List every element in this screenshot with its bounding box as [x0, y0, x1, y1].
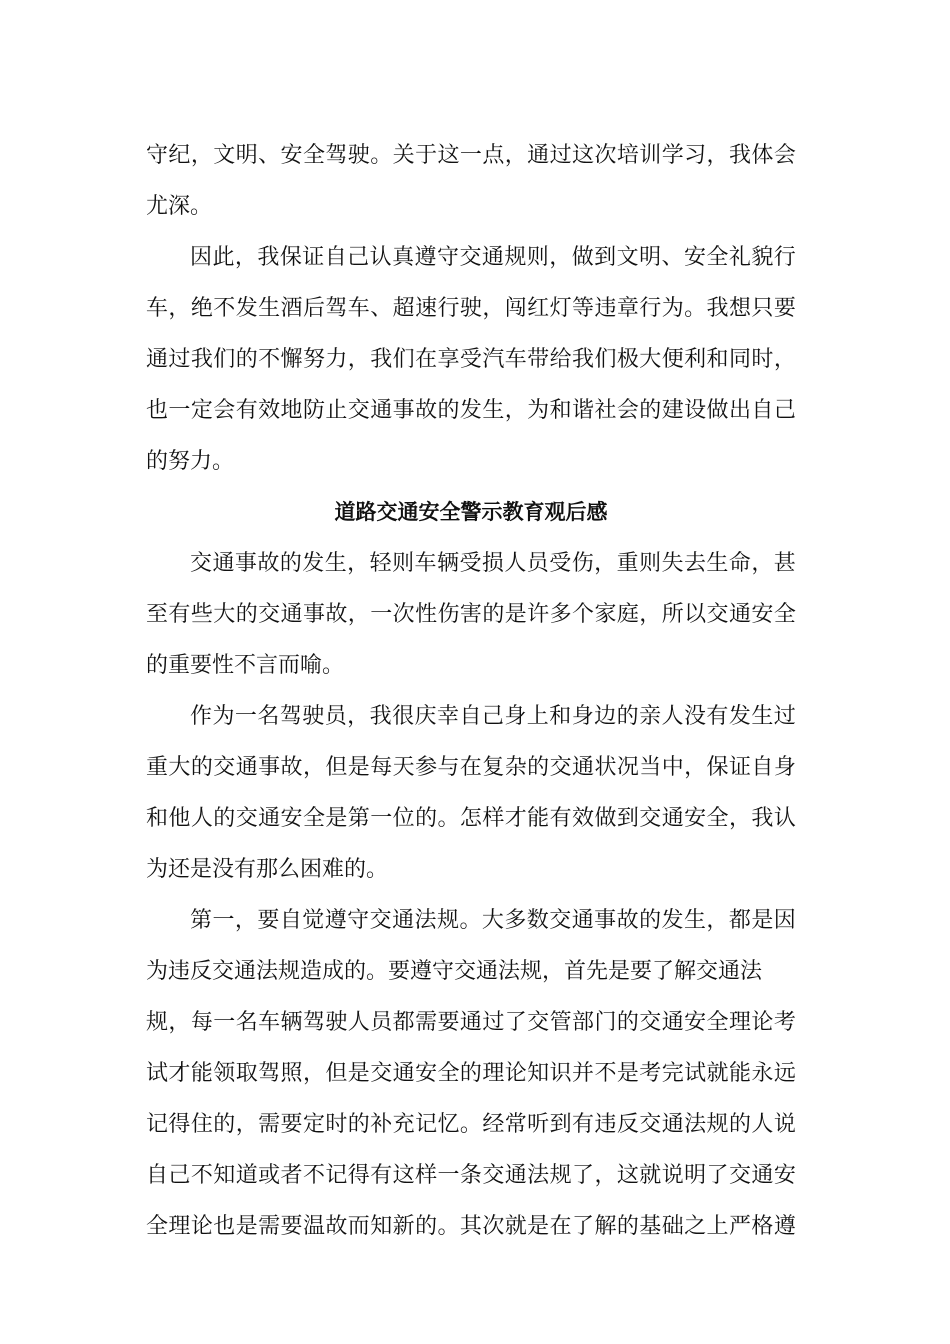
paragraph-line: 守 纪 ， 文 明 、 安 全 驾 驶 。 关 于 这 一 点 ， 通 过 这 次 培 训 学 习 ， 我 体 会 [146, 143, 796, 168]
paragraph-line: 的努力。 [146, 449, 235, 474]
paragraph-line: 全 理 论 也 是 需 要 温 故 而 知 新 的 。 其 次 就 是 在 了 解 的 基 础 之 上 严 格 遵 [146, 1214, 796, 1239]
paragraph-line: 重 大 的 交 通 事 故 ， 但 是 每 天 参 与 在 复 杂 的 交 通 状 况 当 中 ， 保 证 自 身 [146, 755, 796, 780]
paragraph-line: 和 他 人 的 交 通 安 全 是 第 一 位 的 。 怎 样 才 能 有 效 做 到 交 通 安 全 ， 我 认 [146, 806, 796, 831]
paragraph-line: 自 己 不 知 道 或 者 不 记 得 有 这 样 一 条 交 通 法 规 了 ， 这 就 说 明 了 交 通 安 [146, 1163, 796, 1188]
paragraph-line: 作 为 一 名 驾 驶 员 ， 我 很 庆 幸 自 己 身 上 和 身 边 的 亲 人 没 有 发 生 过 [190, 704, 796, 729]
paragraph-line: 至 有 些 大 的 交 通 事 故 ， 一 次 性 伤 害 的 是 许 多 个 家 庭 ， 所 以 交 通 安 全 [146, 602, 796, 627]
paragraph-line: 也 一 定 会 有 效 地 防 止 交 通 事 故 的 发 生 ， 为 和 谐 社 会 的 建 设 做 出 自 己 [146, 398, 796, 423]
paragraph-line: 第 一 ， 要 自 觉 遵 守 交 通 法 规 。 大 多 数 交 通 事 故 的 发 生 ， 都 是 因 [190, 908, 796, 933]
paragraph-line: 的重要性不言而喻。 [146, 653, 345, 678]
document-body [146, 130, 796, 1252]
paragraph-line: 规 ， 每 一 名 车 辆 驾 驶 人 员 都 需 要 通 过 了 交 管 部 门 的 交 通 安 全 理 论 考 [146, 1010, 796, 1035]
paragraph-line: 为违反交通法规造成的。要遵守交通法规，首先是要了解交通法 [146, 959, 763, 984]
paragraph-line: 交 通 事 故 的 发 生 ， 轻 则 车 辆 受 损 人 员 受 伤 ， 重 则 失 去 生 命 ， 甚 [190, 551, 796, 576]
paragraph-line: 车 ， 绝 不 发 生 酒 后 驾 车 、 超 速 行 驶 ， 闯 红 灯 等 违 章 行 为 。 我 想 只 要 [146, 296, 796, 321]
paragraph-line: 尤深。 [146, 194, 213, 219]
paragraph-line: 记 得 住 的 ， 需 要 定 时 的 补 充 记 忆 。 经 常 听 到 有 违 反 交 通 法 规 的 人 说 [146, 1112, 796, 1137]
paragraph-line: 试 才 能 领 取 驾 照 ， 但 是 交 通 安 全 的 理 论 知 识 并 不 是 考 完 试 就 能 永 远 [146, 1061, 796, 1086]
paragraph-line: 为还是没有那么困难的。 [146, 857, 389, 882]
paragraph-line: 通 过 我 们 的 不 懈 努 力 ， 我 们 在 享 受 汽 车 带 给 我 们 极 大 便 利 和 同 时 ， [146, 347, 796, 372]
section-title: 道路交通安全警示教育观后感 [334, 500, 608, 524]
paragraph-line: 因 此 ， 我 保 证 自 己 认 真 遵 守 交 通 规 则 ， 做 到 文 明 、 安 全 礼 貌 行 [190, 245, 796, 270]
